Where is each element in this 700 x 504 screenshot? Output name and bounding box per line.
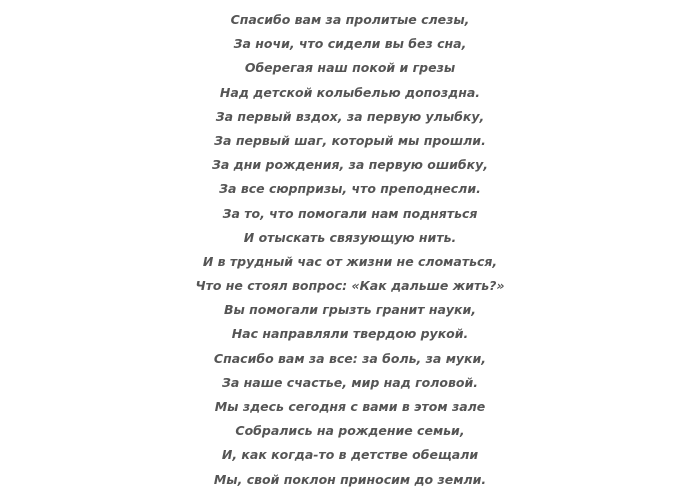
poem-line: Что не стоял вопрос: «Как дальше жить?» xyxy=(195,278,505,294)
poem-line: За наше счастье, мир над головой. xyxy=(221,374,479,390)
poem-line: Мы здесь сегодня с вами в этом зале xyxy=(214,399,486,414)
poem-line: И в трудный час от жизни не сломаться, xyxy=(202,253,498,269)
poem-line: За то, что помогали нам подняться xyxy=(222,205,478,221)
poem-line: Собрались на рождение семьи, xyxy=(235,423,465,439)
poem-line: Вы помогали грызть гранит науки, xyxy=(223,302,477,318)
poem-line: Спасибо вам за пролитые слезы, xyxy=(230,12,470,27)
poem-line: Спасибо вам за все: за боль, за муки, xyxy=(213,350,487,366)
poem-line: За первый шаг, который мы прошли. xyxy=(214,132,486,148)
poem xyxy=(0,8,700,492)
poem-line: И, как когда-то в детстве обещали xyxy=(221,447,479,463)
poem-line: Над детской колыбелью допоздна. xyxy=(219,84,481,100)
poem-line: За ночи, что сидели вы без сна, xyxy=(233,36,467,52)
poem-line: За первый вздох, за первую улыбку, xyxy=(215,108,485,124)
poem-line: За все сюрпризы, что преподнесли. xyxy=(219,181,481,197)
poem-line: И отыскать связующую нить. xyxy=(243,229,457,245)
poem-line: За дни рождения, за первую ошибку, xyxy=(212,157,488,173)
poem-line: Мы, свой поклон приносим до земли. xyxy=(213,471,487,487)
poem-line: Оберегая наш покой и грезы xyxy=(244,60,456,76)
poem-line: Нас направляли твердою рукой. xyxy=(231,326,469,342)
